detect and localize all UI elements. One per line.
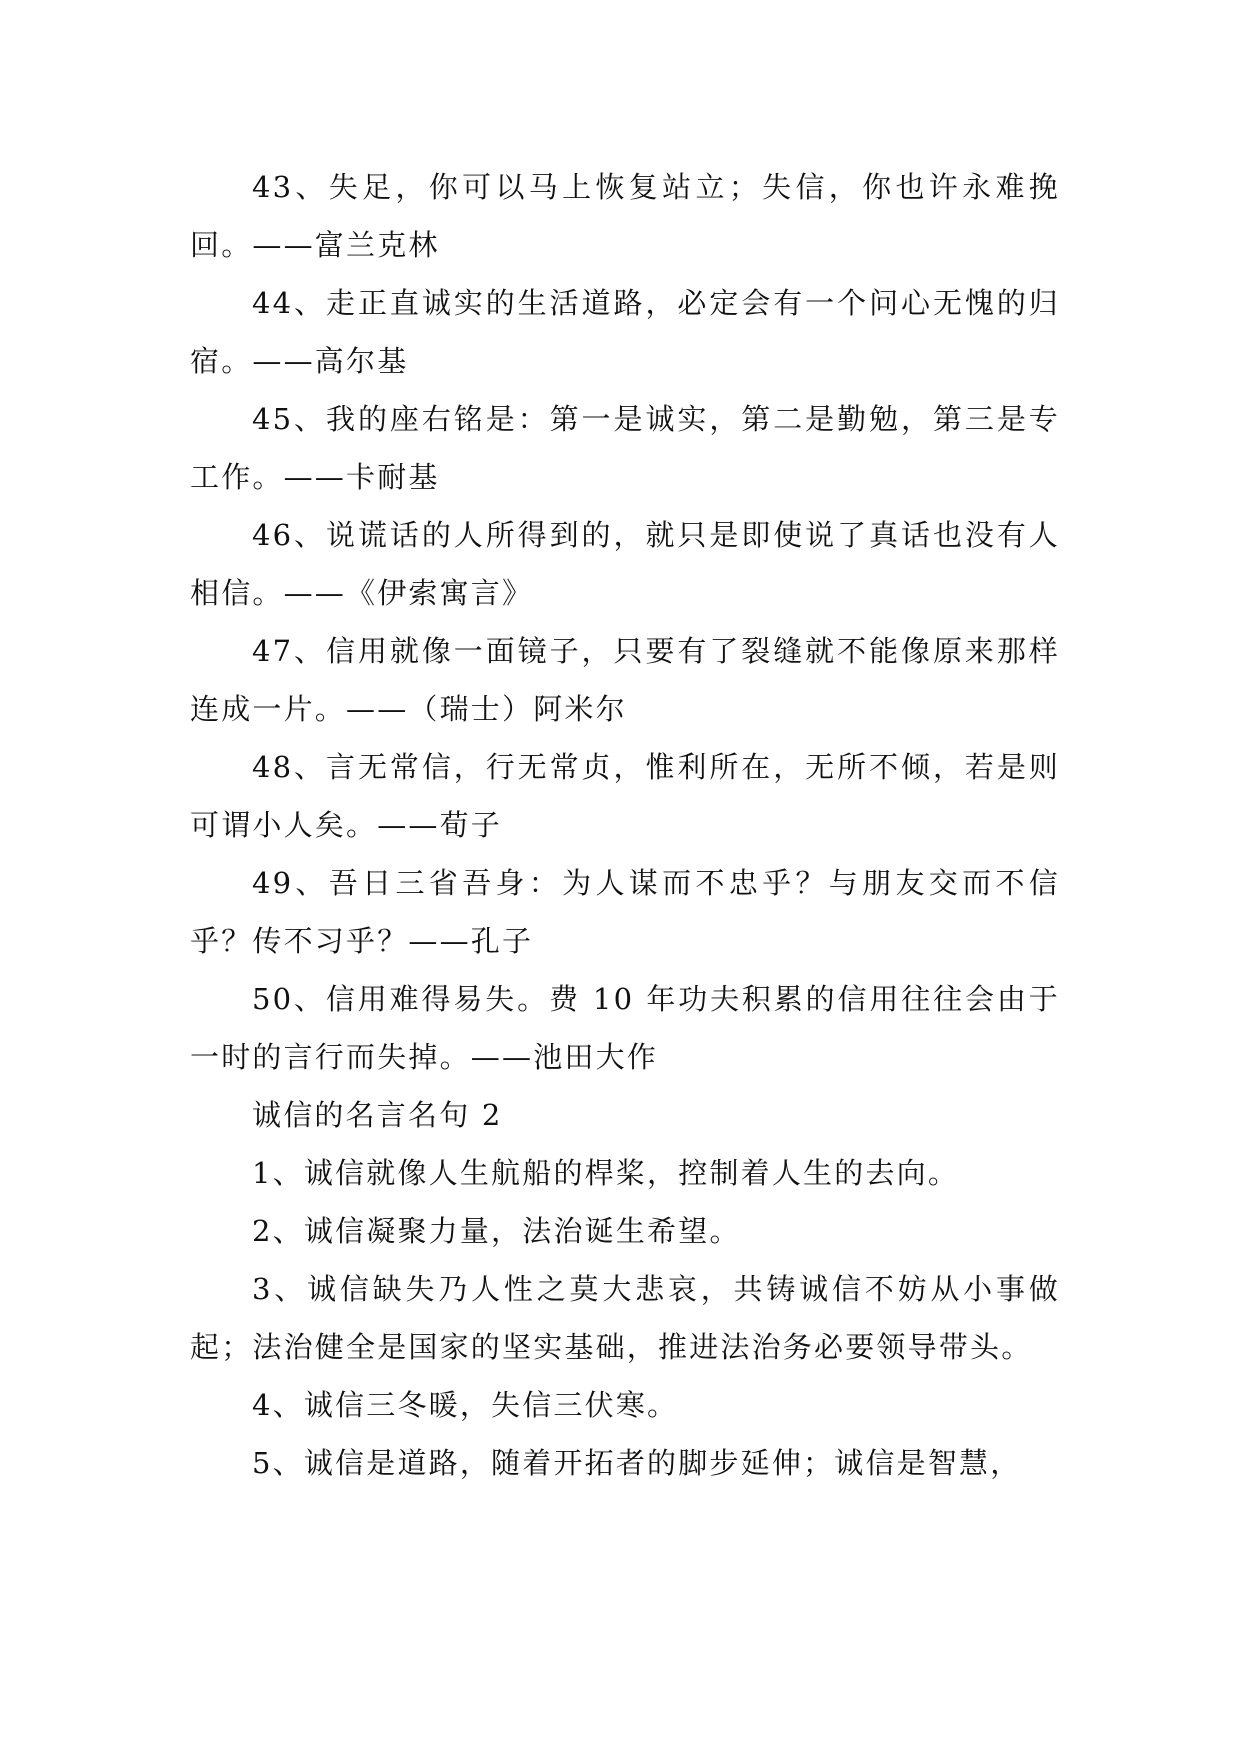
section-heading: 诚信的名言名句 2 [252, 1098, 503, 1132]
quote-paragraph-47: 47、信用就像一面镜子，只要有了裂缝就不能像原来那样连成一片。——（瑞士）阿米尔 [190, 634, 1060, 726]
quote-paragraph-48: 48、言无常信，行无常贞，惟利所在，无所不倾，若是则可谓小人矣。——荀子 [190, 750, 1060, 842]
quote-paragraph-45: 45、我的座右铭是：第一是诚实，第二是勤勉，第三是专工作。——卡耐基 [190, 402, 1060, 494]
section-paragraph-3: 3、诚信缺失乃人性之莫大悲哀，共铸诚信不妨从小事做起；法治健全是国家的坚实基础，推进法治务必要领导带头。 [190, 1272, 1060, 1364]
quote-paragraph-49: 49、吾日三省吾身：为人谋而不忠乎？与朋友交而不信乎？传不习乎？——孔子 [190, 866, 1060, 958]
section-paragraph-2: 2、诚信凝聚力量，法治诞生希望。 [252, 1214, 741, 1248]
section-paragraph-1: 1、诚信就像人生航船的桿桨，控制着人生的去向。 [252, 1156, 960, 1190]
quote-paragraph-50: 50、信用难得易失。费 10 年功夫积累的信用往往会由于一时的言行而失掉。——池田大作 [190, 982, 1060, 1074]
quote-paragraph-43: 43、失足，你可以马上恢复站立；失信，你也许永难挽回。——富兰克林 [190, 170, 1060, 262]
quote-paragraph-44: 44、走正直诚实的生活道路，必定会有一个问心无愧的归宿。——高尔基 [190, 286, 1060, 378]
quote-paragraph-46: 46、说谎话的人所得到的，就只是即使说了真话也没有人相信。——《伊索寓言》 [190, 518, 1060, 610]
document-body [190, 158, 1060, 1492]
section-paragraph-5: 5、诚信是道路，随着开拓者的脚步延伸；诚信是智慧， [252, 1446, 1022, 1480]
section-paragraph-4: 4、诚信三冬暖，失信三伏寒。 [252, 1388, 679, 1422]
